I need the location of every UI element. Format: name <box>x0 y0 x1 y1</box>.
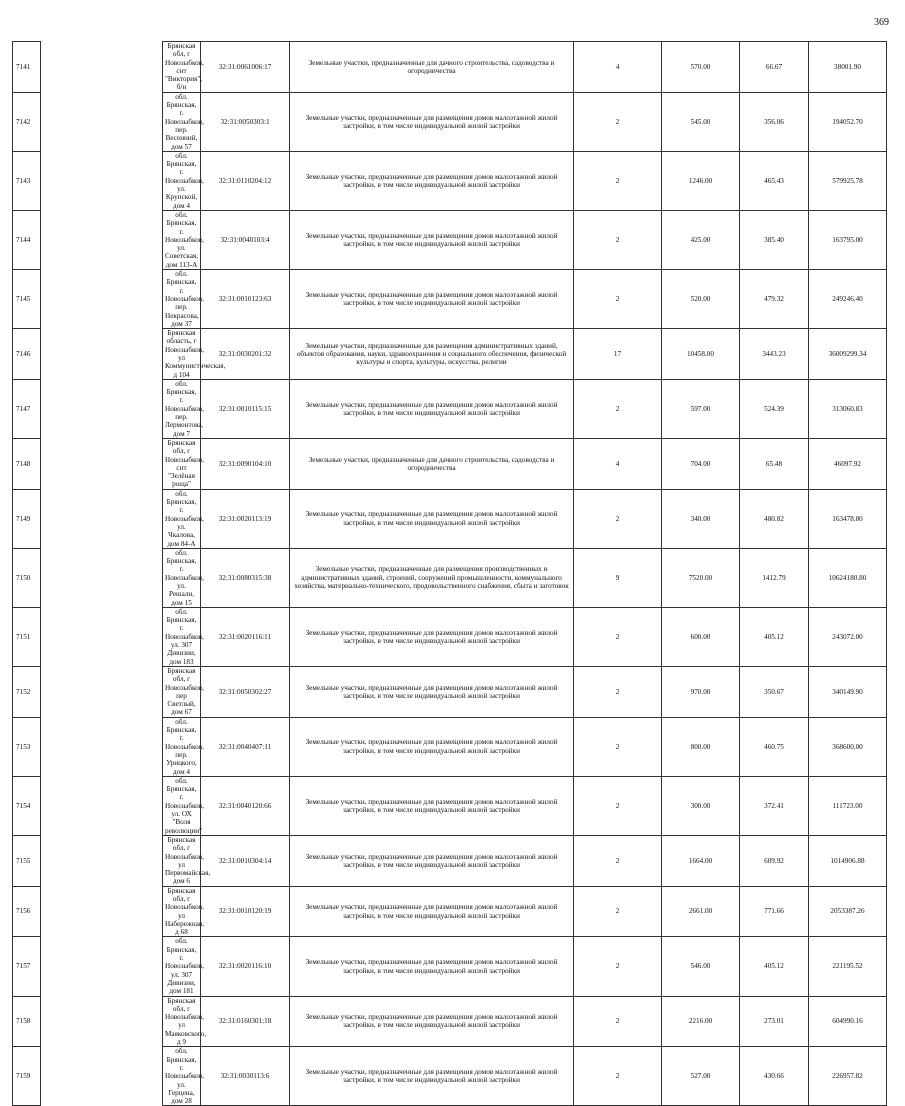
address-cell: обл. Брянская, г. Новозыбков, пер. Весенний, дом 57 <box>163 92 201 151</box>
address-cell: обл. Брянская, г. Новозыбков, пер. Лермонтова, дом 7 <box>163 379 201 438</box>
address-cell: Брянская обл, г Новозыбков, снт "Виктория", б/н <box>163 42 201 93</box>
group-cell: 2 <box>574 379 662 438</box>
rate-cell: 771.66 <box>740 886 809 937</box>
group-cell: 9 <box>574 548 662 607</box>
cadastral-table <box>12 41 887 1106</box>
land-purpose-cell: Земельные участки, предназначенные для размещения домов малоэтажной жилой застройки, в том числе индивидуальной жилой застройки <box>290 835 574 886</box>
cadastral-number-cell: 32:31:0061006:17 <box>201 42 290 93</box>
cadastral-number-cell: 32:31:0040120:66 <box>201 776 290 835</box>
row-number: 7154 <box>13 776 41 835</box>
cadastral-number-cell: 32:31:0160301:18 <box>201 996 290 1047</box>
cadastral-value-cell: 38001.90 <box>809 42 887 93</box>
cadastral-number-cell: 32:31:0030113:6 <box>201 1047 290 1106</box>
rate-cell: 273.01 <box>740 996 809 1047</box>
group-cell: 2 <box>574 489 662 548</box>
area-cell: 300.00 <box>662 776 740 835</box>
rate-cell: 3443.23 <box>740 329 809 380</box>
row-number: 7157 <box>13 937 41 996</box>
row-number: 7150 <box>13 548 41 607</box>
rate-cell: 405.12 <box>740 607 809 666</box>
cadastral-value-cell: 163478.80 <box>809 489 887 548</box>
area-cell: 1664.00 <box>662 835 740 886</box>
land-purpose-cell: Земельные участки, предназначенные для размещения домов малоэтажной жилой застройки, в том числе индивидуальной жилой застройки <box>290 210 574 269</box>
blank-cell <box>41 489 163 548</box>
cadastral-number-cell: 32:31:0020116:11 <box>201 607 290 666</box>
cadastral-number-cell: 32:31:0080315:38 <box>201 548 290 607</box>
land-purpose-cell: Земельные участки, предназначенные для размещения домов малоэтажной жилой застройки, в том числе индивидуальной жилой застройки <box>290 776 574 835</box>
page-number: 369 <box>874 17 889 28</box>
cadastral-value-cell: 313060.83 <box>809 379 887 438</box>
area-cell: 425.00 <box>662 210 740 269</box>
cadastral-value-cell: 2053387.26 <box>809 886 887 937</box>
cadastral-number-cell: 32:31:0050302:27 <box>201 666 290 717</box>
blank-cell <box>41 776 163 835</box>
blank-cell <box>41 42 163 93</box>
row-number: 7146 <box>13 329 41 380</box>
land-purpose-cell: Земельные участки, предназначенные для размещения домов малоэтажной жилой застройки, в том числе индивидуальной жилой застройки <box>290 717 574 776</box>
address-cell: обл. Брянская, г. Новозыбков, ул. Решали, дом 15 <box>163 548 201 607</box>
blank-cell <box>41 270 163 329</box>
area-cell: 546.00 <box>662 937 740 996</box>
area-cell: 800.00 <box>662 717 740 776</box>
row-number: 7155 <box>13 835 41 886</box>
cadastral-number-cell: 32:31:0010304:14 <box>201 835 290 886</box>
row-number: 7141 <box>13 42 41 93</box>
row-number: 7144 <box>13 210 41 269</box>
rate-cell: 372.41 <box>740 776 809 835</box>
table-row <box>13 210 887 269</box>
address-cell: обл. Брянская, г. Новозыбков, ул. Советская, дом 113-А <box>163 210 201 269</box>
cadastral-value-cell: 368600.00 <box>809 717 887 776</box>
blank-cell <box>41 937 163 996</box>
area-cell: 527.00 <box>662 1047 740 1106</box>
group-cell: 2 <box>574 835 662 886</box>
table-row <box>13 489 887 548</box>
table-row <box>13 270 887 329</box>
address-cell: Брянская обл, г Новозыбков, ул Набережная, д 68 <box>163 886 201 937</box>
area-cell: 2661.00 <box>662 886 740 937</box>
blank-cell <box>41 548 163 607</box>
group-cell: 2 <box>574 666 662 717</box>
cadastral-number-cell: 32:31:0010115:15 <box>201 379 290 438</box>
table-row <box>13 776 887 835</box>
rate-cell: 609.92 <box>740 835 809 886</box>
land-purpose-cell: Земельные участки, предназначенные для размещения домов малоэтажной жилой застройки, в том числе индивидуальной жилой застройки <box>290 607 574 666</box>
address-cell: обл. Брянская, г. Новозыбков, ул. Чкалова, дом 84-А <box>163 489 201 548</box>
address-cell: обл. Брянская, г. Новозыбков, пер. Урицкого, дом 4 <box>163 717 201 776</box>
group-cell: 2 <box>574 886 662 937</box>
blank-cell <box>41 1047 163 1106</box>
cadastral-value-cell: 10624180.80 <box>809 548 887 607</box>
area-cell: 600.00 <box>662 607 740 666</box>
table-row <box>13 996 887 1047</box>
blank-cell <box>41 438 163 489</box>
table-row <box>13 937 887 996</box>
area-cell: 10458.00 <box>662 329 740 380</box>
cadastral-value-cell: 243072.00 <box>809 607 887 666</box>
address-cell: Брянская обл, г Новозыбков, пер Светлый, дом 67 <box>163 666 201 717</box>
land-purpose-cell: Земельные участки, предназначенные для размещения административных зданий, объектов образования, науки, здравоохранения и социального обеспечения, физической культуры и спорта, культуры, искусства, религии <box>290 329 574 380</box>
area-cell: 545.00 <box>662 92 740 151</box>
cadastral-number-cell: 32:31:0050303:1 <box>201 92 290 151</box>
address-cell: Брянская область, г Новозыбков, ул Коммунистическая, д 104 <box>163 329 201 380</box>
land-purpose-cell: Земельные участки, предназначенные для размещения производственных и административных зданий, строений, сооружений промышленности, коммунального хозяйства, материально-технического, продовольственного снабжения, сбыта и заготовок <box>290 548 574 607</box>
blank-cell <box>41 835 163 886</box>
table-row <box>13 42 887 93</box>
rate-cell: 460.75 <box>740 717 809 776</box>
blank-cell <box>41 92 163 151</box>
rate-cell: 350.67 <box>740 666 809 717</box>
land-purpose-cell: Земельные участки, предназначенные для размещения домов малоэтажной жилой застройки, в том числе индивидуальной жилой застройки <box>290 886 574 937</box>
table-row <box>13 329 887 380</box>
table-body <box>13 42 887 1106</box>
area-cell: 970.00 <box>662 666 740 717</box>
blank-cell <box>41 379 163 438</box>
cadastral-number-cell: 32:31:0040407:11 <box>201 717 290 776</box>
rate-cell: 524.39 <box>740 379 809 438</box>
land-purpose-cell: Земельные участки, предназначенные для дачного строительства, садоводства и огородничества <box>290 438 574 489</box>
blank-cell <box>41 996 163 1047</box>
cadastral-value-cell: 111723.00 <box>809 776 887 835</box>
area-cell: 7520.00 <box>662 548 740 607</box>
address-cell: Брянская обл, г Новозыбков, ул Маяковского, д 9 <box>163 996 201 1047</box>
group-cell: 4 <box>574 438 662 489</box>
row-number: 7143 <box>13 151 41 210</box>
table-row <box>13 666 887 717</box>
group-cell: 2 <box>574 210 662 269</box>
cadastral-value-cell: 194052.70 <box>809 92 887 151</box>
address-cell: обл. Брянская, г. Новозыбков, ул. Крупской, дом 4 <box>163 151 201 210</box>
group-cell: 2 <box>574 717 662 776</box>
blank-cell <box>41 717 163 776</box>
cadastral-value-cell: 163795.00 <box>809 210 887 269</box>
address-cell: обл. Брянская, г. Новозыбков, ул. Герцена, дом 28 <box>163 1047 201 1106</box>
rate-cell: 480.82 <box>740 489 809 548</box>
address-cell: обл. Брянская, г. Новозыбков, пер. Некрасова, дом 37 <box>163 270 201 329</box>
rate-cell: 1412.79 <box>740 548 809 607</box>
table-row <box>13 886 887 937</box>
cadastral-number-cell: 32:31:0110204:12 <box>201 151 290 210</box>
row-number: 7159 <box>13 1047 41 1106</box>
cadastral-value-cell: 604990.16 <box>809 996 887 1047</box>
land-purpose-cell: Земельные участки, предназначенные для размещения домов малоэтажной жилой застройки, в том числе индивидуальной жилой застройки <box>290 937 574 996</box>
cadastral-number-cell: 32:31:0090104:10 <box>201 438 290 489</box>
area-cell: 570.00 <box>662 42 740 93</box>
address-cell: Брянская обл, г Новозыбков, снт "Зелёная роща" <box>163 438 201 489</box>
land-purpose-cell: Земельные участки, предназначенные для размещения домов малоэтажной жилой застройки, в том числе индивидуальной жилой застройки <box>290 1047 574 1106</box>
row-number: 7153 <box>13 717 41 776</box>
land-purpose-cell: Земельные участки, предназначенные для размещения домов малоэтажной жилой застройки, в том числе индивидуальной жилой застройки <box>290 489 574 548</box>
land-purpose-cell: Земельные участки, предназначенные для дачного строительства, садоводства и огородничества <box>290 42 574 93</box>
rate-cell: 405.12 <box>740 937 809 996</box>
blank-cell <box>41 151 163 210</box>
blank-cell <box>41 886 163 937</box>
group-cell: 2 <box>574 996 662 1047</box>
rate-cell: 356.06 <box>740 92 809 151</box>
row-number: 7152 <box>13 666 41 717</box>
cadastral-number-cell: 32:31:0020113:19 <box>201 489 290 548</box>
group-cell: 2 <box>574 270 662 329</box>
area-cell: 2216.00 <box>662 996 740 1047</box>
address-cell: обл. Брянская, г. Новозыбков, ул. ОХ "Воля революции" <box>163 776 201 835</box>
cadastral-number-cell: 32:31:0010123:63 <box>201 270 290 329</box>
blank-cell <box>41 329 163 380</box>
group-cell: 17 <box>574 329 662 380</box>
area-cell: 597.00 <box>662 379 740 438</box>
blank-cell <box>41 666 163 717</box>
row-number: 7151 <box>13 607 41 666</box>
rate-cell: 430.66 <box>740 1047 809 1106</box>
land-purpose-cell: Земельные участки, предназначенные для размещения домов малоэтажной жилой застройки, в том числе индивидуальной жилой застройки <box>290 996 574 1047</box>
blank-cell <box>41 607 163 666</box>
group-cell: 2 <box>574 1047 662 1106</box>
table-row <box>13 438 887 489</box>
group-cell: 2 <box>574 937 662 996</box>
cadastral-value-cell: 46097.92 <box>809 438 887 489</box>
address-cell: обл. Брянская, г. Новозыбков, ул. 307 Дивизии, дом 183 <box>163 607 201 666</box>
rate-cell: 66.67 <box>740 42 809 93</box>
address-cell: обл. Брянская, г. Новозыбков, ул. 307 Дивизии, дом 181 <box>163 937 201 996</box>
rate-cell: 465.43 <box>740 151 809 210</box>
table-row <box>13 607 887 666</box>
cadastral-value-cell: 579925.78 <box>809 151 887 210</box>
group-cell: 2 <box>574 92 662 151</box>
cadastral-value-cell: 36009299.34 <box>809 329 887 380</box>
rate-cell: 479.32 <box>740 270 809 329</box>
rate-cell: 65.48 <box>740 438 809 489</box>
rate-cell: 385.40 <box>740 210 809 269</box>
land-purpose-cell: Земельные участки, предназначенные для размещения домов малоэтажной жилой застройки, в том числе индивидуальной жилой застройки <box>290 666 574 717</box>
area-cell: 520.00 <box>662 270 740 329</box>
cadastral-value-cell: 340149.90 <box>809 666 887 717</box>
cadastral-value-cell: 1014906.88 <box>809 835 887 886</box>
row-number: 7149 <box>13 489 41 548</box>
cadastral-number-cell: 32:31:0010120:19 <box>201 886 290 937</box>
cadastral-value-cell: 226957.82 <box>809 1047 887 1106</box>
group-cell: 2 <box>574 776 662 835</box>
cadastral-number-cell: 32:31:0030201:32 <box>201 329 290 380</box>
row-number: 7148 <box>13 438 41 489</box>
blank-cell <box>41 210 163 269</box>
group-cell: 2 <box>574 151 662 210</box>
row-number: 7147 <box>13 379 41 438</box>
land-purpose-cell: Земельные участки, предназначенные для размещения домов малоэтажной жилой застройки, в том числе индивидуальной жилой застройки <box>290 379 574 438</box>
cadastral-value-cell: 221195.52 <box>809 937 887 996</box>
group-cell: 2 <box>574 607 662 666</box>
land-purpose-cell: Земельные участки, предназначенные для размещения домов малоэтажной жилой застройки, в том числе индивидуальной жилой застройки <box>290 151 574 210</box>
address-cell: Брянская обл, г Новозыбков, ул Первомайская, дом 6 <box>163 835 201 886</box>
row-number: 7145 <box>13 270 41 329</box>
land-purpose-cell: Земельные участки, предназначенные для размещения домов малоэтажной жилой застройки, в том числе индивидуальной жилой застройки <box>290 270 574 329</box>
land-purpose-cell: Земельные участки, предназначенные для размещения домов малоэтажной жилой застройки, в том числе индивидуальной жилой застройки <box>290 92 574 151</box>
group-cell: 4 <box>574 42 662 93</box>
table-row <box>13 835 887 886</box>
area-cell: 704.00 <box>662 438 740 489</box>
cadastral-number-cell: 32:31:0040103:4 <box>201 210 290 269</box>
table-row <box>13 151 887 210</box>
area-cell: 1246.00 <box>662 151 740 210</box>
cadastral-number-cell: 32:31:0020116:10 <box>201 937 290 996</box>
row-number: 7156 <box>13 886 41 937</box>
cadastral-value-cell: 249246.40 <box>809 270 887 329</box>
table-row <box>13 548 887 607</box>
table-row <box>13 92 887 151</box>
table-row <box>13 379 887 438</box>
table-row <box>13 1047 887 1106</box>
row-number: 7142 <box>13 92 41 151</box>
table-row <box>13 717 887 776</box>
row-number: 7158 <box>13 996 41 1047</box>
area-cell: 340.00 <box>662 489 740 548</box>
